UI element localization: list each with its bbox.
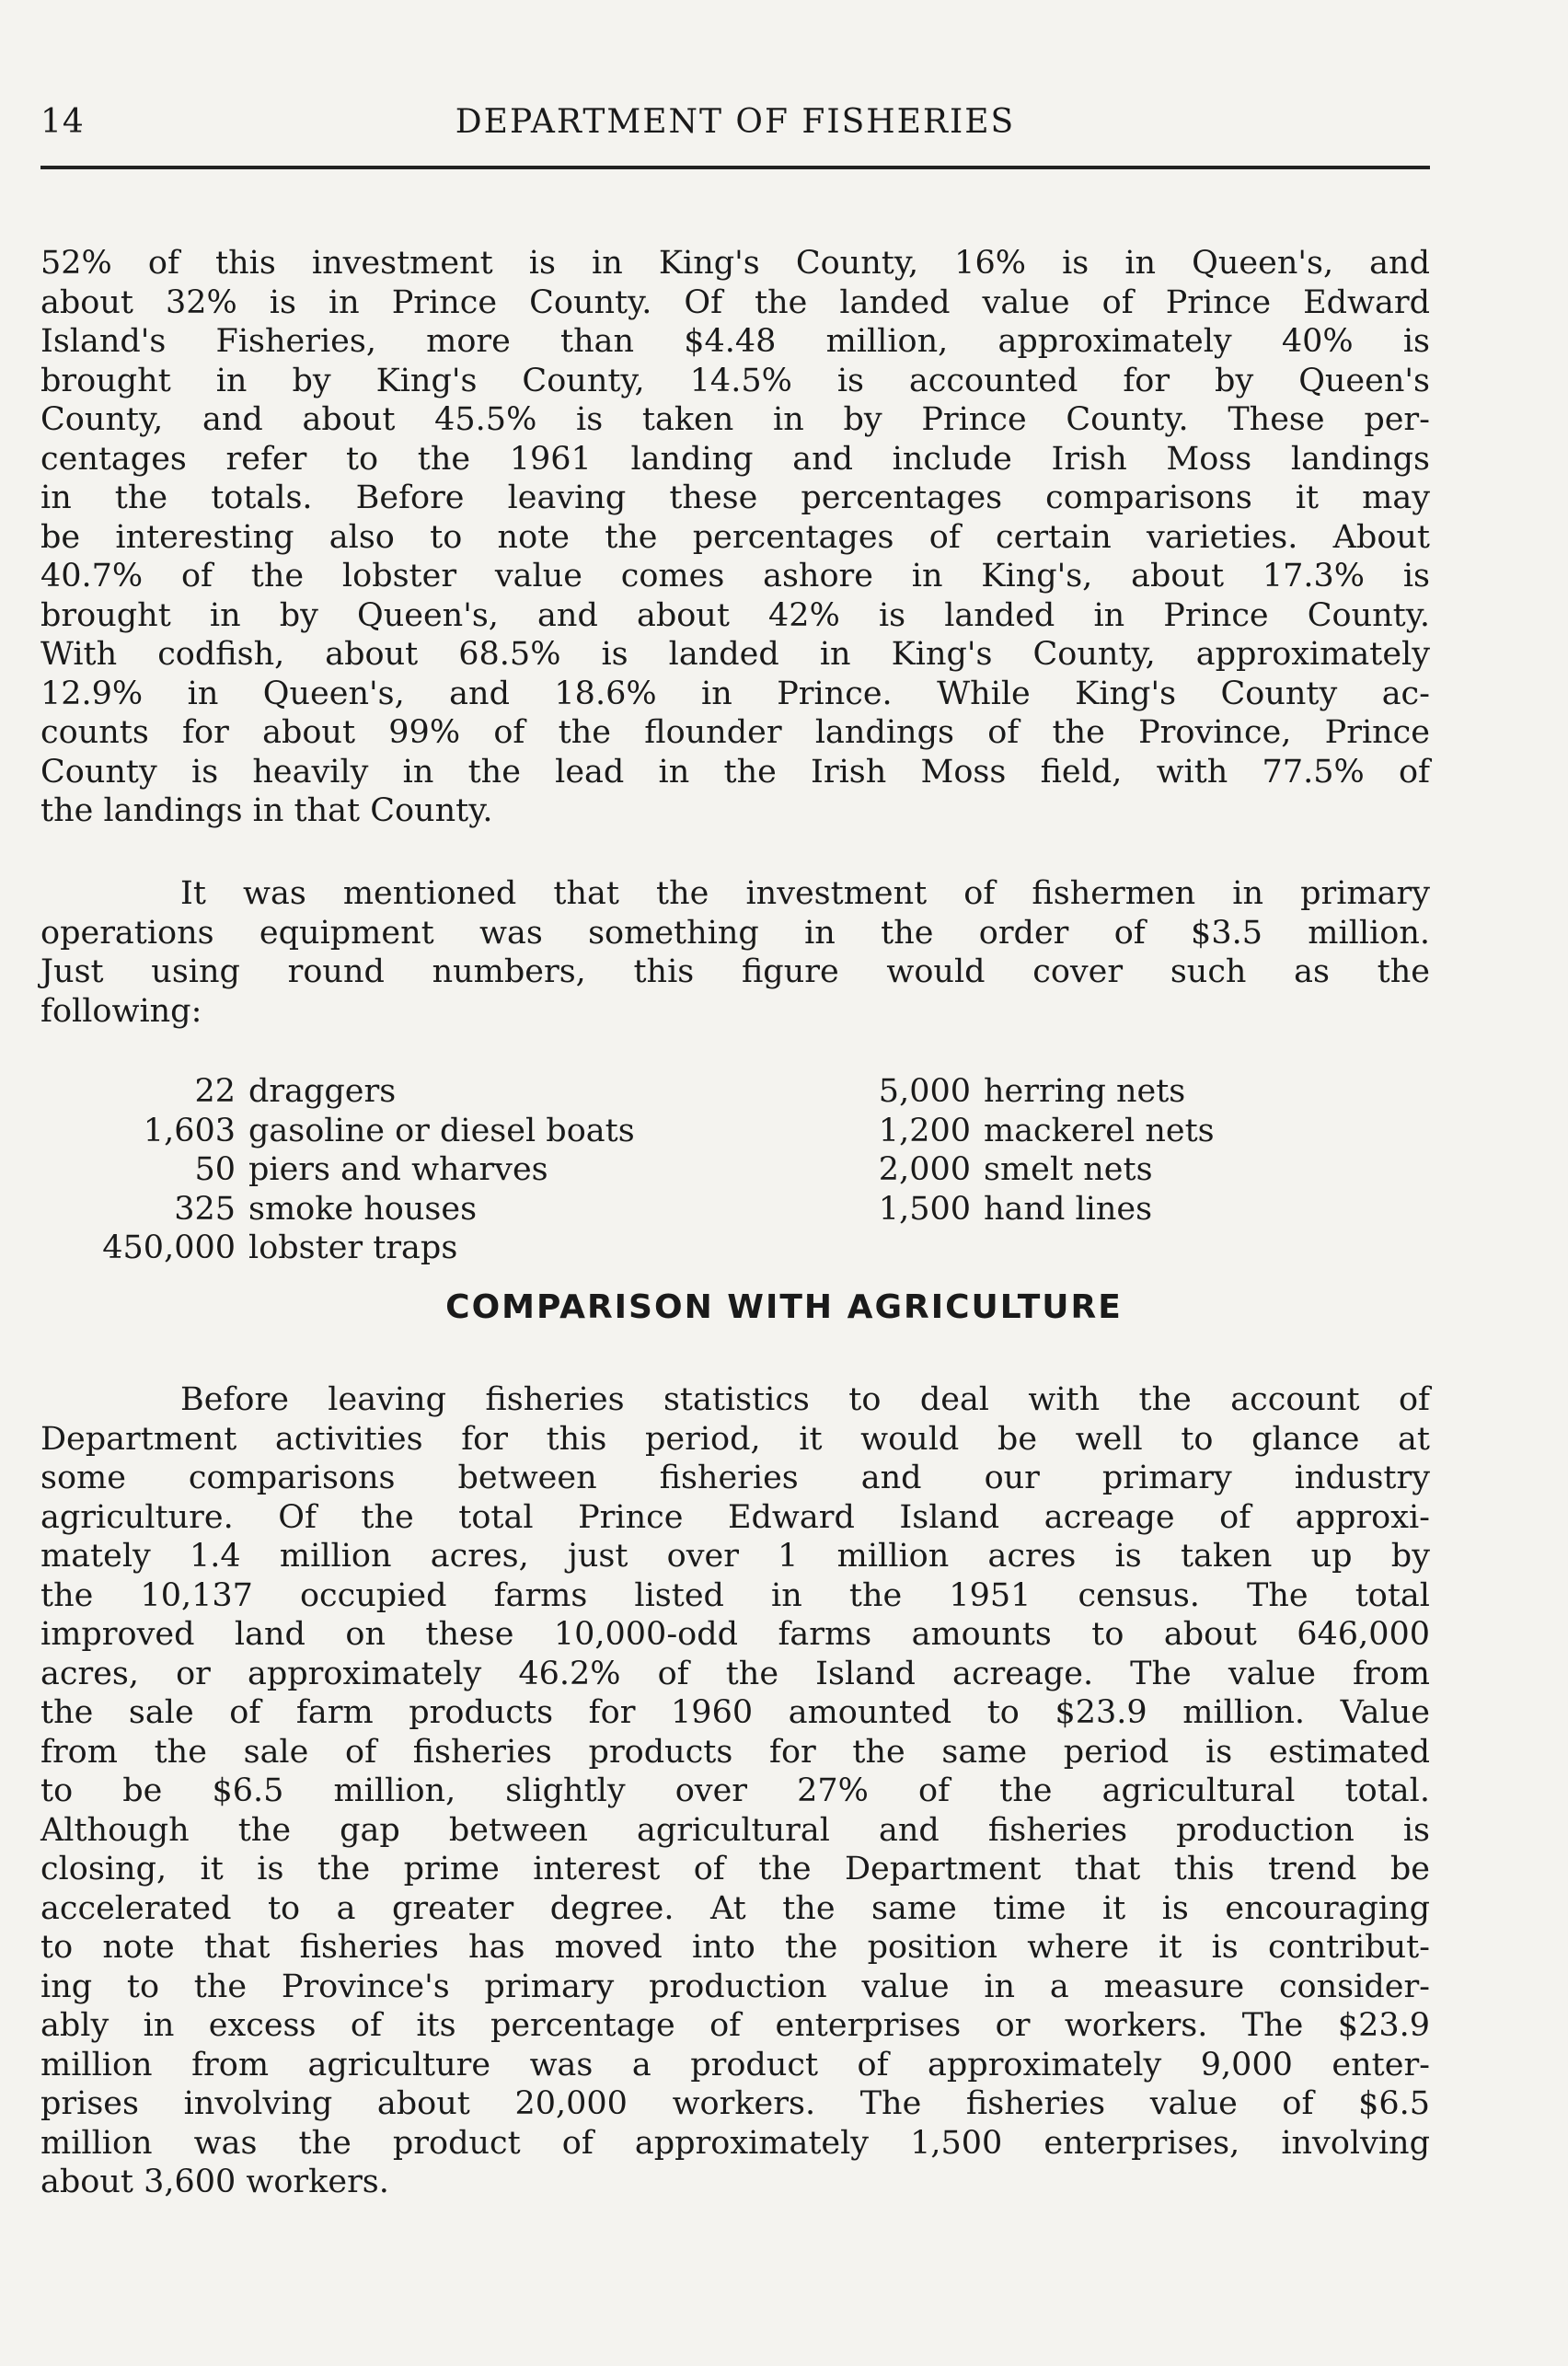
text-line: Just using round numbers, this figure would cover such as the — [40, 953, 1430, 990]
equipment-item: herring nets — [984, 1073, 1186, 1110]
paragraph-investment-distribution — [40, 244, 1430, 831]
text-line: centages refer to the 1961 landing and include Irish Moss landings — [40, 440, 1430, 478]
header-rule — [40, 166, 1430, 169]
text-line: some comparisons between fisheries and our primary industry — [40, 1460, 1430, 1496]
text-line: Department activities for this period, it would be well to glance at — [40, 1420, 1430, 1458]
equipment-item: smoke houses — [248, 1190, 478, 1228]
equipment-list-right — [810, 1072, 1215, 1229]
equipment-qty: 325 — [174, 1190, 236, 1228]
equipment-item: lobster traps — [248, 1229, 458, 1266]
text-line: acres, or approximately 46.2% of the Island acreage. The value from — [40, 1655, 1430, 1692]
text-line: 12.9% in Queen's, and 18.6% in Prince. While King's County ac- — [40, 675, 1430, 712]
paragraph-equipment-intro — [40, 874, 1430, 1031]
text-line: operations equipment was something in the order of $3.5 million. — [40, 914, 1430, 952]
text-line: to note that fisheries has moved into the position where it is contribut- — [40, 1929, 1430, 1966]
equipment-row — [810, 1072, 1215, 1112]
equipment-qty: 1,603 — [143, 1112, 236, 1149]
equipment-row — [40, 1112, 635, 1151]
text-line: Before leaving fisheries statistics to deal with the account of — [180, 1381, 1430, 1418]
text-line: improved land on these 10,000-odd farms amounts to about 646,000 — [40, 1616, 1430, 1653]
text-line: the landings in that County. — [40, 792, 493, 829]
equipment-qty: 2,000 — [878, 1151, 971, 1188]
equipment-item: hand lines — [984, 1190, 1153, 1228]
text-line: about 3,600 workers. — [40, 2164, 389, 2200]
text-line: the 10,137 occupied farms listed in the 1951 census. The total — [40, 1576, 1430, 1614]
text-line: mately 1.4 million acres, just over 1 million acres is taken up by — [40, 1538, 1430, 1575]
text-line: million was the product of approximately 1,500 enterprises, involving — [40, 2124, 1430, 2162]
text-line: to be $6.5 million, slightly over 27% of the agricultural total. — [40, 1772, 1430, 1809]
text-line: closing, it is the prime interest of the Department that this trend be — [40, 1851, 1430, 1887]
running-head — [40, 103, 1430, 149]
text-line: 52% of this investment is in King's County, 16% is in Queen's, and — [40, 245, 1430, 282]
text-line: agriculture. Of the total Prince Edward Island acreage of approxi- — [40, 1498, 1430, 1536]
text-line: ably in excess of its percentage of enterprises or workers. The $23.9 — [40, 2007, 1430, 2044]
text-line: from the sale of fisheries products for the same period is estimated — [40, 1733, 1430, 1771]
equipment-row — [40, 1072, 635, 1112]
page-number: 14 — [40, 103, 85, 141]
equipment-qty: 5,000 — [878, 1073, 971, 1110]
text-line: following: — [40, 992, 202, 1030]
equipment-qty: 1,500 — [878, 1190, 971, 1228]
paragraph-agriculture-comparison — [40, 1380, 1430, 2202]
text-line: brought in by Queen's, and about 42% is landed in Prince County. — [40, 596, 1430, 634]
equipment-qty: 50 — [194, 1151, 236, 1188]
text-line: 40.7% of the lobster value comes ashore in King's, about 17.3% is — [40, 558, 1430, 594]
text-line: counts for about 99% of the flounder landings of the Province, Prince — [40, 714, 1430, 751]
equipment-qty: 22 — [194, 1073, 236, 1110]
text-line: It was mentioned that the investment of fishermen in primary — [180, 875, 1430, 912]
text-line: accelerated to a greater degree. At the same time it is encouraging — [40, 1889, 1430, 1927]
equipment-row — [40, 1190, 635, 1229]
text-line: County, and about 45.5% is taken in by Prince County. These per- — [40, 401, 1430, 438]
text-line: County is heavily in the lead in the Irish Moss field, with 77.5% of — [40, 753, 1430, 791]
text-line: the sale of farm products for 1960 amounted to $23.9 million. Value — [40, 1694, 1430, 1731]
text-line: With codfish, about 68.5% is landed in King's County, approximately — [40, 636, 1430, 673]
equipment-item: draggers — [248, 1073, 397, 1110]
text-line: be interesting also to note the percentages of certain varieties. About — [40, 518, 1430, 556]
text-line: in the totals. Before leaving these percentages comparisons it may — [40, 479, 1430, 516]
equipment-row — [810, 1150, 1215, 1190]
equipment-row — [810, 1112, 1215, 1151]
equipment-item: piers and wharves — [248, 1151, 548, 1188]
equipment-item: smelt nets — [984, 1151, 1153, 1188]
text-line: ing to the Province's primary production value in a measure consider- — [40, 1968, 1430, 2005]
equipment-row — [810, 1190, 1215, 1229]
equipment-row — [40, 1150, 635, 1190]
text-line: about 32% is in Prince County. Of the landed value of Prince Edward — [40, 283, 1430, 321]
text-line: Although the gap between agricultural and fisheries production is — [40, 1811, 1430, 1849]
equipment-item: gasoline or diesel boats — [248, 1112, 635, 1149]
equipment-list-left — [40, 1072, 635, 1268]
section-heading: COMPARISON WITH AGRICULTURE — [445, 1288, 1123, 1326]
text-line: prises involving about 20,000 workers. The fisheries value of $6.5 — [40, 2085, 1430, 2122]
equipment-row — [40, 1229, 635, 1268]
running-title: DEPARTMENT OF FISHERIES — [455, 103, 1016, 141]
equipment-qty: 450,000 — [102, 1229, 236, 1266]
text-line: million from agriculture was a product of approximately 9,000 enter- — [40, 2046, 1430, 2083]
equipment-item: mackerel nets — [984, 1112, 1215, 1149]
text-line: Island's Fisheries, more than $4.48 million, approximately 40% is — [40, 323, 1430, 360]
equipment-qty: 1,200 — [878, 1112, 971, 1149]
text-line: brought in by King's County, 14.5% is accounted for by Queen's — [40, 362, 1430, 399]
